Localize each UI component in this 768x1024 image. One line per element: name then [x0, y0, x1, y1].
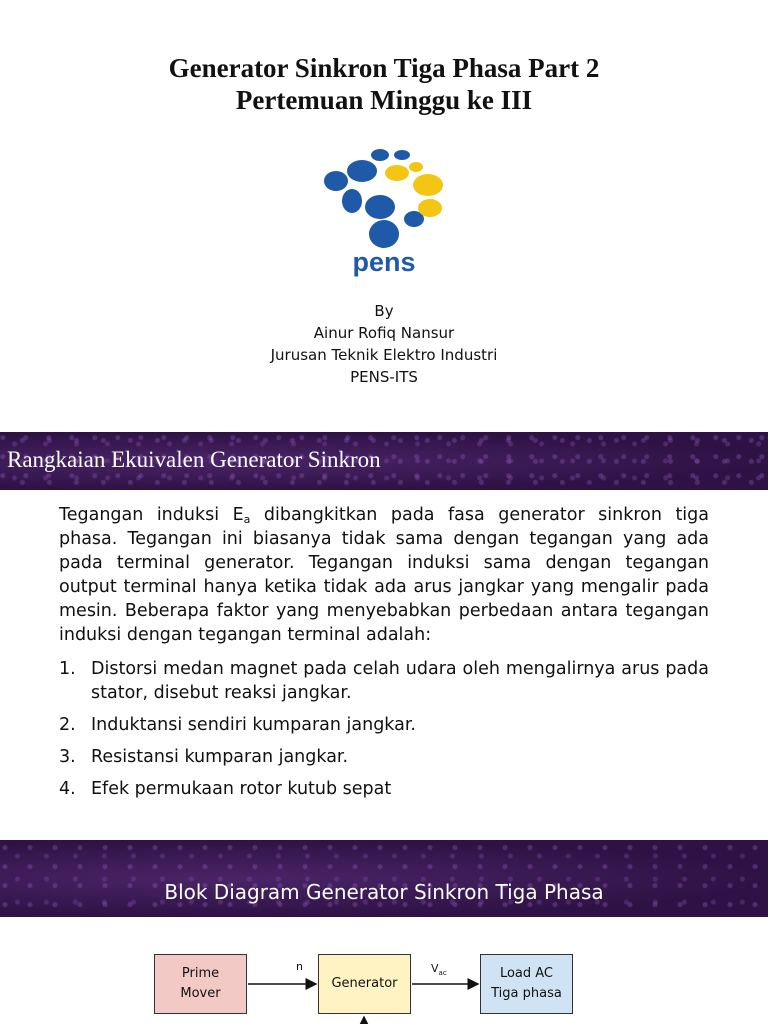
pens-logo-text: pens	[352, 247, 416, 277]
voltage-symbol: V	[431, 962, 439, 975]
paragraph-rest: dibangkitkan pada fasa generator sinkron tiga phasa. Tegangan ini biasanya tidak sama dengan tegangan yang ada pada terminal generator. Tegangan induksi sama dengan tegangan output terminal hanya ketika tidak ada arus jangkar yang mengalir pada mesin. Beberapa faktor yang menyebabkan perbedaan antara tegangan induksi dengan tegangan terminal adalah:	[59, 505, 709, 645]
slide-header-band	[0, 432, 768, 490]
list-number: 1.	[59, 659, 76, 679]
generator-block	[318, 954, 411, 1014]
pens-logo	[318, 143, 450, 277]
slide-title-line-2: Pertemuan Minggu ke III	[235, 85, 533, 115]
department-name: Jurusan Teknik Elektro Industri	[270, 346, 498, 364]
prime-mover-block	[154, 954, 247, 1014]
by-label: By	[374, 302, 394, 320]
list-item	[59, 745, 709, 769]
institution-name: PENS-ITS	[350, 368, 418, 386]
list-text: Resistansi kumparan jangkar.	[91, 747, 349, 767]
list-text: Distorsi medan magnet pada celah udara oleh mengalirnya arus pada stator, disebut reaksi jangkar.	[91, 659, 709, 703]
list-number: 2.	[59, 715, 76, 735]
slide-title: Rangkaian Ekuivalen Generator Sinkron	[7, 447, 381, 472]
paragraph-start: Tegangan induksi E	[59, 505, 244, 525]
load-ac-block	[480, 954, 573, 1014]
list-item	[59, 713, 709, 737]
prime-mover-line-1: Prime	[181, 966, 220, 981]
prime-mover-line-2: Mover	[180, 986, 221, 1001]
load-line-2: Tiga phasa	[491, 986, 562, 1001]
list-number: 3.	[59, 747, 76, 767]
title-slide	[0, 0, 768, 432]
list-text: Efek permukaan rotor kutub sepat	[91, 779, 392, 799]
voltage-subscript: ac	[438, 969, 447, 978]
voltage-label	[431, 962, 447, 977]
slide-title-line-1: Generator Sinkron Tiga Phasa Part 2	[168, 53, 600, 83]
body-paragraph	[59, 503, 709, 647]
block-diagram-slide	[0, 837, 768, 1024]
generator-label: Generator	[331, 976, 398, 991]
slide-title: Blok Diagram Generator Sinkron Tiga Phasa	[164, 880, 604, 904]
list-text: Induktansi sendiri kumparan jangkar.	[91, 715, 416, 735]
author-name: Ainur Rofiq Nansur	[313, 324, 455, 342]
list-item	[59, 777, 709, 801]
paragraph-subscript: a	[243, 513, 251, 526]
equivalent-circuit-slide	[0, 432, 768, 837]
load-line-1: Load AC	[499, 966, 554, 981]
speed-label: n	[296, 960, 303, 973]
list-number: 4.	[59, 779, 76, 799]
list-item	[59, 657, 709, 705]
